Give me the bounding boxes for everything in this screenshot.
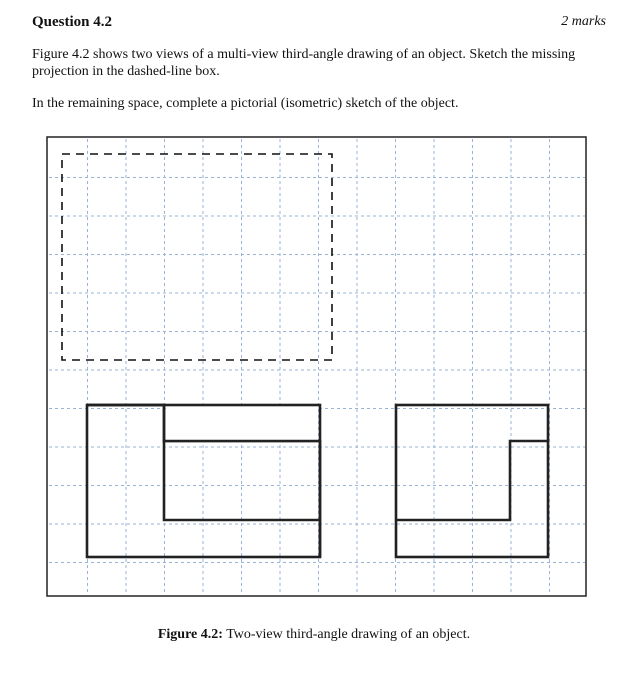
question-header [32, 14, 606, 36]
figure-4-2 [46, 136, 588, 598]
question-marks: 2 marks [561, 14, 606, 29]
question-instruction-2: In the remaining space, complete a pictorial (isometric) sketch of the object. [32, 96, 459, 111]
missing-projection-box[interactable] [62, 154, 332, 360]
question-instruction-1: Figure 4.2 shows two views of a multi-view third-angle drawing of an object. Sketch the missing projection in the dashed-line box. [32, 47, 576, 79]
grid-lines [49, 139, 585, 595]
caption-label: Figure 4.2: [157, 627, 223, 642]
figure-caption [0, 627, 628, 643]
question-title: Question 4.2 [32, 14, 113, 30]
caption-text: Two-view third-angle drawing of an object. [226, 627, 471, 642]
figure-border [47, 137, 586, 596]
front-view-cover-top [166, 407, 318, 440]
